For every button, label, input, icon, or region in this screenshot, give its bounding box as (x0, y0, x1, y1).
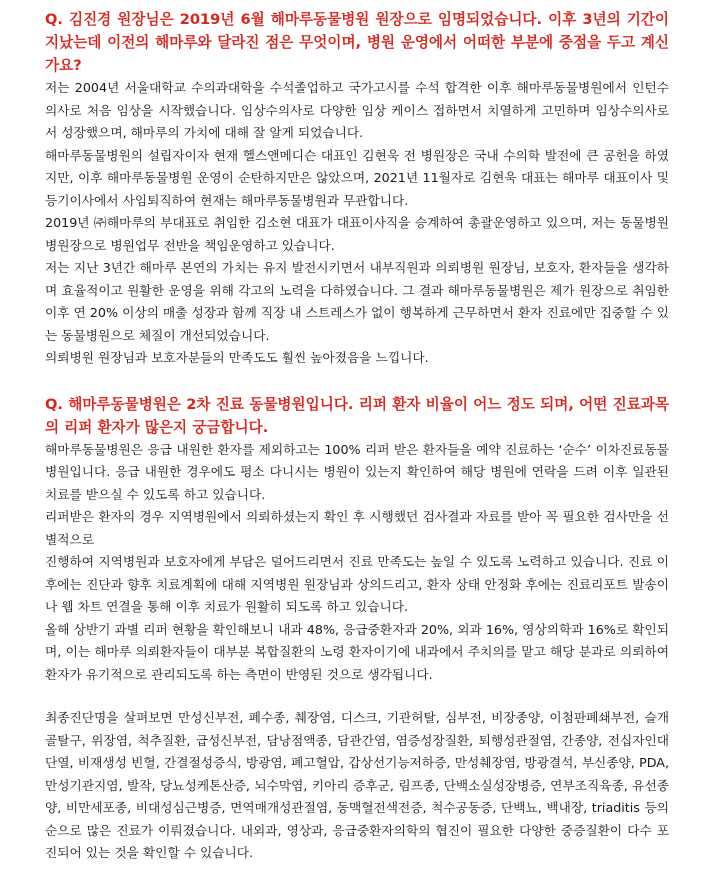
answer-paragraph: 해마루동물병원의 설립자이자 현재 헬스앤메디슨 대표인 김현욱 전 병원장은 국내 수의학 발전에 큰 공헌을 하였지만, 이후 해마루동물병원 운영이 순탄하지만은 않았으며, 2021년 11월자로 김현욱 대표는 해마루 대표이사 및 등기이사에서 사임퇴직하여 현재는 해마루동물병원과 무관합니다. (45, 147, 669, 208)
article (45, 8, 669, 865)
question-heading: Q. 김진경 원장님은 2019년 6월 해마루동물병원 원장으로 임명되었습니다. 이후 3년의 기간이 지났는데 이전의 해마루와 달라진 점은 무엇이며, 병원 운영에서 어떠한 부분에 중점을 두고 계신가요? (45, 11, 669, 74)
answer-paragraph: 의뢰병원 원장님과 보호자분들의 만족도도 훨씬 높아졌음을 느낍니다. (45, 350, 429, 365)
answer-paragraph: 올해 상반기 과별 리퍼 현황을 확인해보니 내과 48%, 응급중환자과 20%, 외과 16%, 영상의학과 16%로 확인되며, 이는 해마루 의뢰환자들이 대부분 복합질환의 노령 환자이기에 내과에서 주치의를 맡고 해당 분과로 의뢰하여 환자가 유기적으로 관리되도록 하는 측면이 반영된 것으로 생각됩니다. (45, 621, 669, 682)
answer-paragraph: 저는 2004년 서울대학교 수의과대학을 수석졸업하고 국가고시를 수석 합격한 이후 해마루동물병원에서 인턴수의사로 처음 임상을 시작했습니다. 임상수의사로 다양한 임상 케이스 접하면서 치열하게 고민하며 임상수의사로서 성장했으며, 해마루의 가치에 대해 잘 알게 되었습니다. (45, 80, 669, 140)
question-heading: Q. 해마루동물병원은 2차 진료 동물병원입니다. 리퍼 환자 비율이 어느 정도 되며, 어떤 진료과목의 리퍼 환자가 많은지 궁금합니다. (45, 395, 669, 436)
answer-paragraph: 저는 지난 3년간 해마루 본연의 가치는 유지 발전시키면서 내부직원과 의뢰병원 원장님, 보호자, 환자들을 생각하며 효율적이고 원활한 운영을 위해 각고의 노력을 다하였습니다. 그 결과 해마루동물병원은 제가 원장으로 취임한 이후 연 20% 이상의 매출 성장과 함께 직장 내 스트레스가 없이 행복하게 근무하면서 환자 진료에만 집중할 수 있는 동물병원으로 체질이 개선되었습니다. (45, 260, 669, 343)
answer-paragraph: 2019년 ㈜해마루의 부대표로 취임한 김소현 대표가 대표이사직을 승계하여 총괄운영하고 있으며, 저는 동물병원 병원장으로 병원업무 전반을 책임운영하고 있습니다. (45, 215, 669, 253)
answer-paragraph: 리퍼받은 환자의 경우 지역병원에서 의뢰하셨는지 확인 후 시행했던 검사결과 자료를 받아 꼭 필요한 검사만을 선별적으로 (45, 509, 669, 547)
interview-section-2 (45, 393, 669, 865)
paragraph-spacer (45, 686, 669, 707)
section-spacer (45, 370, 669, 393)
final-diagnosis-paragraph: 최종진단명을 살펴보면 만성신부전, 폐수종, 췌장염, 디스크, 기관허탈, 심부전, 비장종양, 이첨판폐쇄부전, 슬개골탈구, 위장염, 척추질환, 급성신부전, 담낭점액종, 담관간염, 염증성장질환, 퇴행성관절염, 간종양, 전십자인대단열, 비재생성 빈혈, 간결절성증식, 방광염, 폐고혈압, 갑상선기능저하증, 만성췌장염, 방광결석, 부신종양, PDA, 만성기관지염, 발작, 당뇨성케톤산증, 뇌수막염, 키아리 증후군, 림프종, 단백소실성장병증, 연부조직육종, 유선종양, 비만세포종, 비대성심근병증, 면역매개성관절염, 동맥혈전색전증, 척수공동증, 단백뇨, 백내장, triaditis 등의 순으로 많은 진료가 이뤄졌습니다. 내외과, 영상과, 응급중환자의학의 협진이 필요한 다양한 중증질환이 다수 포진되어 있는 것을 확인할 수 있습니다. (45, 710, 669, 860)
answer-paragraph: 해마루동물병원은 응급 내원한 환자를 제외하고는 100% 리퍼 받은 환자들을 예약 진료하는 ‘순수’ 이차진료동물병원입니다. 응급 내원한 경우에도 평소 다니시는 병원이 있는지 확인하여 해당 병원에 연락을 드려 이후 일관된 치료를 받으실 수 있도록 하고 있습니다. (45, 441, 669, 502)
answer-paragraph: 진행하여 지역병원과 보호자에게 부담은 덜어드리면서 진료 만족도는 높일 수 있도록 노력하고 있습니다. 진료 이후에는 진단과 향후 치료계획에 대해 지역병원 원장님과 상의드리고, 환자 상태 안정화 후에는 진료리포트 발송이나 웹 차트 연결을 통해 이후 치료가 원활히 되도록 하고 있습니다. (45, 554, 669, 614)
interview-section-1 (45, 8, 669, 370)
